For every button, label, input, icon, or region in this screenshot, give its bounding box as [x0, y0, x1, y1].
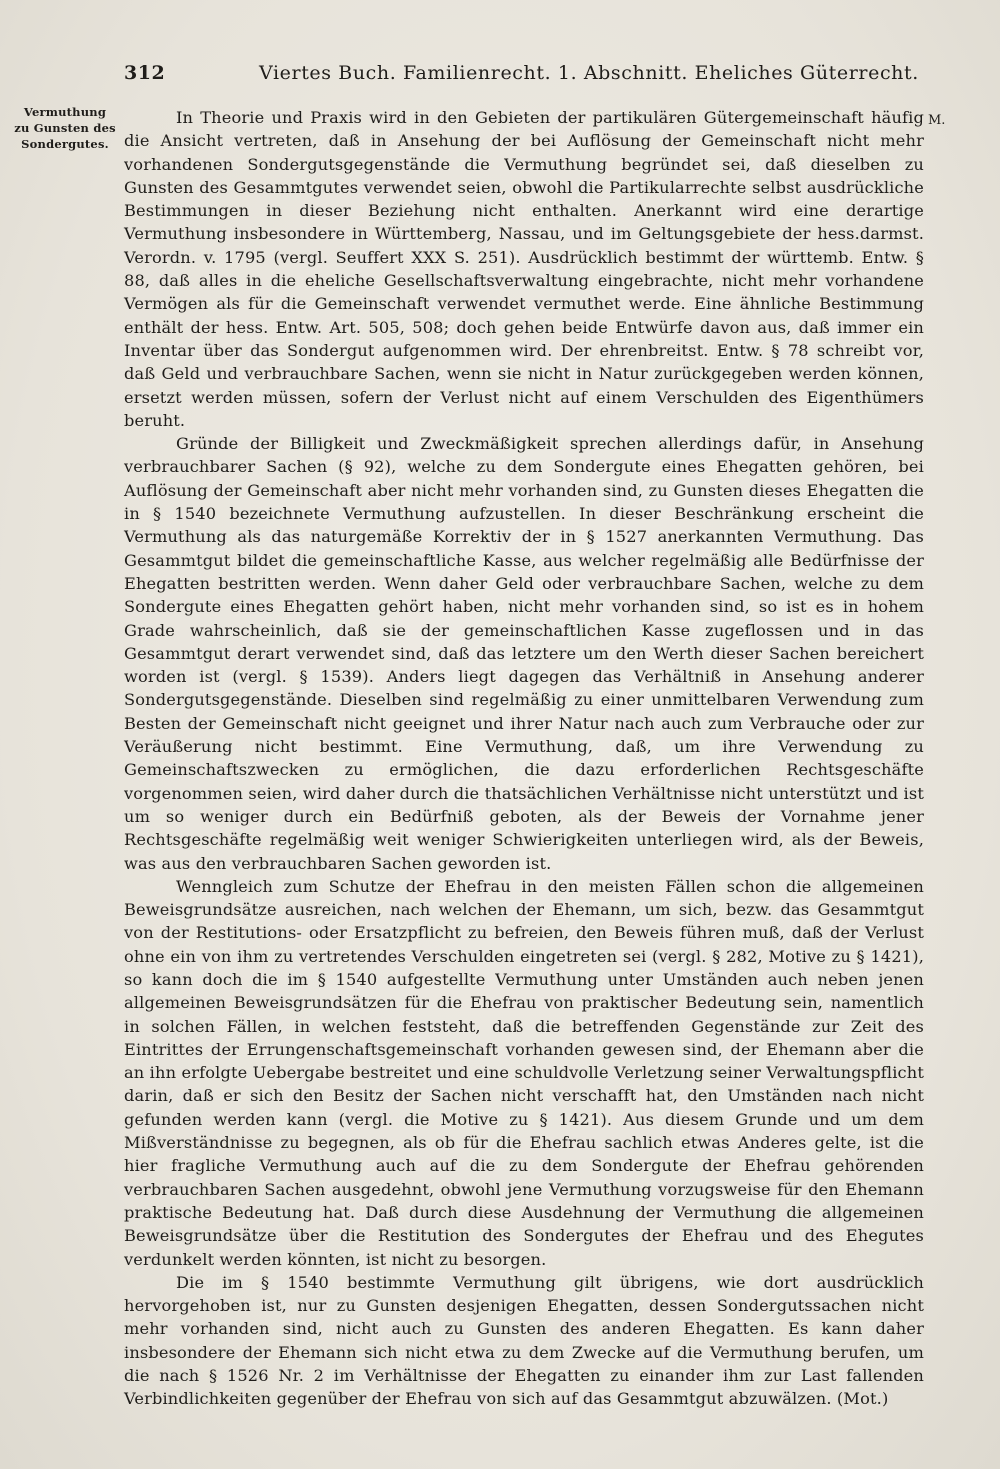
margin-note-line: Vermuthung	[23, 105, 107, 119]
paragraph: Gründe der Billigkeit und Zweckmäßigkeit sprechen allerdings dafür, in Ansehung verbrauchbarer Sachen (§ 92), welche zu dem Sondergute eines Ehegatten gehören, bei Auflösung der Gemeinschaft aber nicht mehr vorhanden sind, zu Gunsten dieses Ehegatten die in § 1540 bezeichnete Vermuthung aufzustellen. In dieser Beschränkung erscheint die Vermuthung als das naturgemäße Korrektiv der in § 1527 anerkannten Vermuthung. Das Gesammtgut bildet die gemeinschaftliche Kasse, aus welcher regelmäßig alle Bedürfnisse der Ehegatten bestritten werden. Wenn daher Geld oder verbrauchbare Sachen, welche zu dem Sondergute eines Ehegatten gehört haben, nicht mehr vorhanden sind, so ist es in hohem Grade wahrscheinlich, daß sie der gemeinschaftlichen Kasse zugeflossen und in das Gesammtgut derart verwendet sind, daß das letztere um den Werth dieser Sachen bereichert worden ist (vergl. § 1539). Anders liegt dagegen das Verhältniß in Ansehung anderer Sondergutsgegenstände. Dieselben sind regelmäßig zu einer unmittelbaren Verwendung zum Besten der Gemeinschaft nicht geeignet und ihrer Natur nach auch zum Verbrauche oder zur Veräußerung nicht bestimmt. Eine Vermuthung, daß, um ihre Verwendung zu Gemeinschaftszwecken zu ermöglichen, die dazu erforderlichen Rechtsgeschäfte vorgenommen seien, wird daher durch die thatsächlichen Verhältnisse nicht unterstützt und ist um so weniger durch ein Bedürfniß geboten, als der Beweis der Vornahme jener Rechtsgeschäfte regelmäßig weit weniger Schwierigkeiten unterliegen wird, als der Beweis, was aus den verbrauchbaren Sachen geworden ist.	[124, 434, 924, 873]
paragraph: In Theorie und Praxis wird in den Gebieten der partikulären Gütergemeinschaft häufig die Ansicht vertreten, daß in Ansehung der bei Auflösung der Gemeinschaft nicht mehr vorhandenen Sondergutsgegenstände die Vermuthung begründet sei, daß dieselben zu Gunsten des Gesammtgutes verwendet seien, obwohl die Partikularrechte selbst ausdrückliche Bestimmungen in dieser Beziehung nicht enthalten. Anerkannt wird eine derartige Vermuthung insbesondere in Württemberg, Nassau, und im Geltungsgebiete der hess.darmst. Verordn. v. 1795 (vergl. Seuffert XXX S. 251). Ausdrücklich bestimmt der württemb. Entw. § 88, daß alles in die eheliche Gesellschaftsverwaltung eingebrachte, nicht mehr vorhandene Vermögen als für die Gemeinschaft verwendet vermuthet werde. Eine ähnliche Bestimmung enthält der hess. Entw. Art. 505, 508; doch gehen beide Entwürfe davon aus, daß immer ein Inventar über das Sondergut aufgenommen wird. Der ehrenbreitst. Entw. § 78 schreibt vor, daß Geld und verbrauchbare Sachen, wenn sie nicht in Natur zurückgegeben werden können, ersetzt werden müssen, sofern der Verlust nicht auf einem Verschulden des Eigenthümers beruht.	[124, 108, 924, 430]
body-text	[124, 106, 924, 1411]
page-number: 312	[124, 62, 166, 84]
page-header	[124, 58, 924, 88]
running-head: Viertes Buch. Familienrecht. 1. Abschnitt. Eheliches Güterrecht.	[259, 62, 919, 84]
paragraph: Wenngleich zum Schutze der Ehefrau in den meisten Fällen schon die allgemeinen Beweisgrundsätze ausreichen, nach welchen der Ehemann, um sich, bezw. das Gesammtgut von der Restitutions- oder Ersatzpflicht zu befreien, den Beweis führen muß, daß der Verlust ohne ein von ihm zu vertretendes Verschulden eingetreten sei (vergl. § 282, Motive zu § 1421), so kann doch die im § 1540 aufgestellte Vermuthung unter Umständen auch neben jenen allgemeinen Beweisgrundsätzen für die Ehefrau von praktischer Bedeutung sein, namentlich in solchen Fällen, in welchen feststeht, daß die betreffenden Gegenstände zur Zeit des Eintrittes der Errungenschaftsgemeinschaft vorhanden gewesen sind, der Ehemann aber die an ihn erfolgte Uebergabe bestreitet und eine schuldvolle Verletzung seiner Verwaltungspflicht darin, daß er sich den Besitz der Sachen nicht verschafft hat, den Umständen nach nicht gefunden werden kann (vergl. die Motive zu § 1421). Aus diesem Grunde und um dem Mißverständnisse zu begegnen, als ob für die Ehefrau sachlich etwas Anderes gelte, ist die hier fragliche Vermuthung auch auf die zu dem Sondergute der Ehefrau gehörenden verbrauchbaren Sachen ausgedehnt, obwohl jene Vermuthung vorzugsweise für den Ehemann praktische Bedeutung hat. Daß durch diese Ausdehnung der Vermuthung die allgemeinen Beweisgrundsätze über die Restitution des Sondergutes der Ehefrau und des Ehegutes verdunkelt werden könnten, ist nicht zu besorgen.	[124, 876, 924, 1269]
margin-note	[14, 104, 116, 152]
margin-note-line: Sondergutes.	[21, 137, 109, 151]
margin-mark: M.	[928, 113, 946, 128]
paragraph: Die im § 1540 bestimmte Vermuthung gilt übrigens, wie dort ausdrücklich hervorgehoben ist, nur zu Gunsten desjenigen Ehegatten, dessen Sondergutssachen nicht mehr vorhanden sind, nicht auch zu Gunsten des anderen Ehegatten. Es kann daher insbesondere der Ehemann sich nicht etwa zu dem Zwecke auf die Vermuthung berufen, um die nach § 1526 Nr. 2 im Verhältnisse der Ehegatten zu einander ihm zur Last fallenden Verbindlichkeiten gegenüber der Ehefrau von sich auf das Gesammtgut abzuwälzen. (Mot.)	[124, 1272, 924, 1409]
margin-note-line: zu Gunsten des	[14, 121, 116, 135]
